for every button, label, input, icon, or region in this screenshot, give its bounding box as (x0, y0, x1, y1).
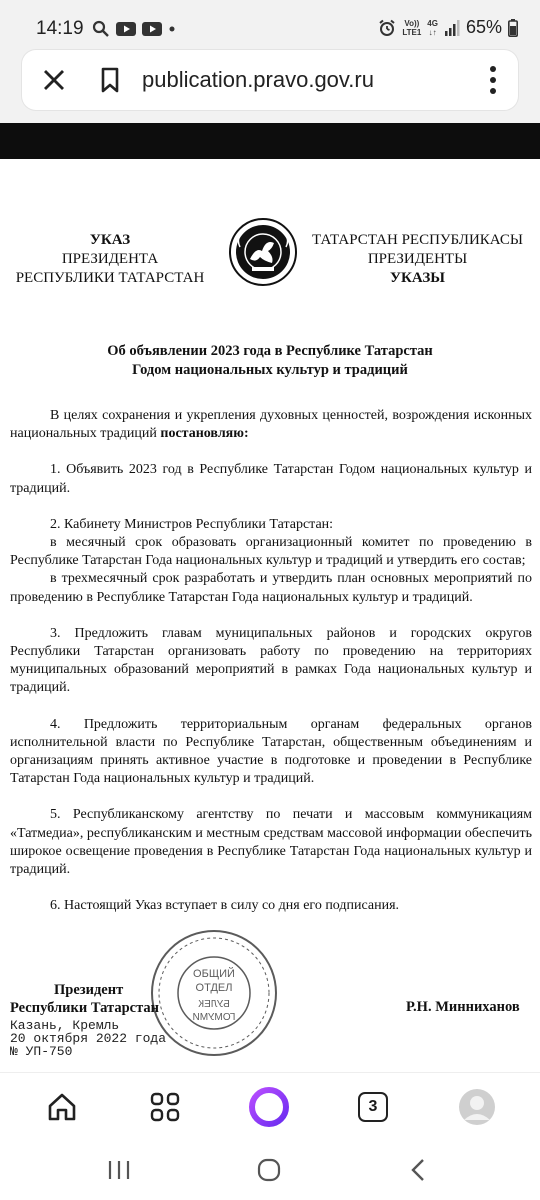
apps-grid-icon[interactable] (143, 1085, 187, 1129)
signal-icon (444, 20, 460, 36)
tabs-icon[interactable]: 3 (351, 1085, 395, 1129)
header-right: ТАТАРСТАН РЕСПУБЛИКАСЫ ПРЕЗИДЕНТЫ УКАЗЫ (312, 232, 523, 286)
youtube-icon (116, 22, 136, 36)
bookmark-icon[interactable] (98, 66, 122, 94)
search-icon (92, 20, 110, 38)
paragraph-3: 3. Предложить главам муниципальных районов и городских округов Республики Татарстан организовать работу по проведению на территориях муниципальных образований мероприятий в рамках Года национальных культур и традиций. (10, 625, 532, 696)
notification-dot-icon (168, 25, 176, 33)
header-left: УКАЗ ПРЕЗИДЕНТА РЕСПУБЛИКИ ТАТАРСТАН (15, 232, 205, 286)
decree-document (0, 159, 540, 1072)
paragraph-2b: в трехмесячный срок разработать и утвердить план основных мероприятий по проведению в Республике Татарстан Года национальных культур и традиций. (10, 571, 532, 605)
home-icon[interactable] (40, 1085, 84, 1129)
paragraph-4: 4. Предложить территориальным органам федеральных органов исполнительной власти по Республике Татарстан, общественным объединениям и организациям принять активное участие в подготовке и проведении в Республике Татарстан Года национальных культур и традиций. (10, 716, 532, 787)
battery-icon (508, 19, 518, 37)
url-text[interactable]: publication.pravo.gov.ru (142, 67, 374, 92)
alice-assistant-icon[interactable] (247, 1085, 291, 1129)
address-bar[interactable] (22, 50, 518, 110)
network-type-indicator: 4G ↓↑ (427, 18, 438, 37)
system-nav-bar (0, 1140, 540, 1200)
status-bar (0, 0, 540, 52)
place-date-number: Казань, Кремль 20 октября 2022 года № УП-750 (10, 1018, 167, 1059)
official-stamp (150, 929, 278, 1057)
status-right-icons (378, 17, 518, 38)
profile-avatar-icon[interactable] (455, 1085, 499, 1129)
preamble: В целях сохранения и укрепления духовных ценностей, возрождения исконных национальных традиций постановляю: (10, 408, 532, 442)
battery-percent: 65% (465, 17, 502, 37)
signature-title: Президент Республики Татарстан (10, 982, 159, 1016)
paragraph-1: 1. Объявить 2023 год в Республике Татарстан Годом национальных культур и традиций. (10, 462, 532, 496)
svg-text:БУЛЕК: БУЛЕК (198, 999, 230, 1010)
svg-text:ОБЩИЙ: ОБЩИЙ (193, 968, 235, 980)
paragraph-2a: в месячный срок образовать организационный комитет по проведению в Республике Татарстан Года национальных культур и традиций и утвердить его состав; (10, 535, 532, 569)
alarm-icon (378, 19, 396, 37)
home-circle-icon[interactable] (254, 1156, 284, 1184)
signature-name: Р.Н. Минниханов (406, 999, 520, 1015)
browser-top-area (0, 0, 540, 123)
back-icon[interactable] (404, 1156, 434, 1184)
svg-text:ГОМУМИ: ГОМУМИ (192, 1012, 236, 1023)
recent-apps-icon[interactable] (104, 1156, 134, 1184)
svg-text:ОТДЕЛ: ОТДЕЛ (195, 982, 233, 994)
status-left-icons (92, 20, 176, 38)
status-time: 14:19 (36, 18, 84, 39)
paragraph-2: 2. Кабинету Министров Республики Татарстан: (50, 516, 334, 532)
paragraph-6: 6. Настоящий Указ вступает в силу со дня его подписания. (50, 898, 400, 914)
volte-indicator: Vo)) LTE1 (402, 18, 422, 37)
page-top-band (0, 123, 540, 159)
more-vert-icon[interactable] (488, 64, 498, 96)
tatarstan-emblem-icon (228, 217, 298, 287)
close-icon[interactable] (40, 66, 68, 94)
paragraph-5: 5. Республиканскому агентству по печати и массовым коммуникациям «Татмедиа», республиканским и местным средствам массовой информации обеспечить широкое освещение проведения в Республике Татарстан Года национальных культур и традиций. (10, 807, 532, 878)
decree-title: Об объявлении 2023 года в Республике Татарстан Годом национальных культур и традиций (107, 343, 433, 378)
youtube-icon (142, 22, 162, 36)
decree-body (10, 407, 532, 915)
browser-bottom-nav (0, 1072, 540, 1140)
